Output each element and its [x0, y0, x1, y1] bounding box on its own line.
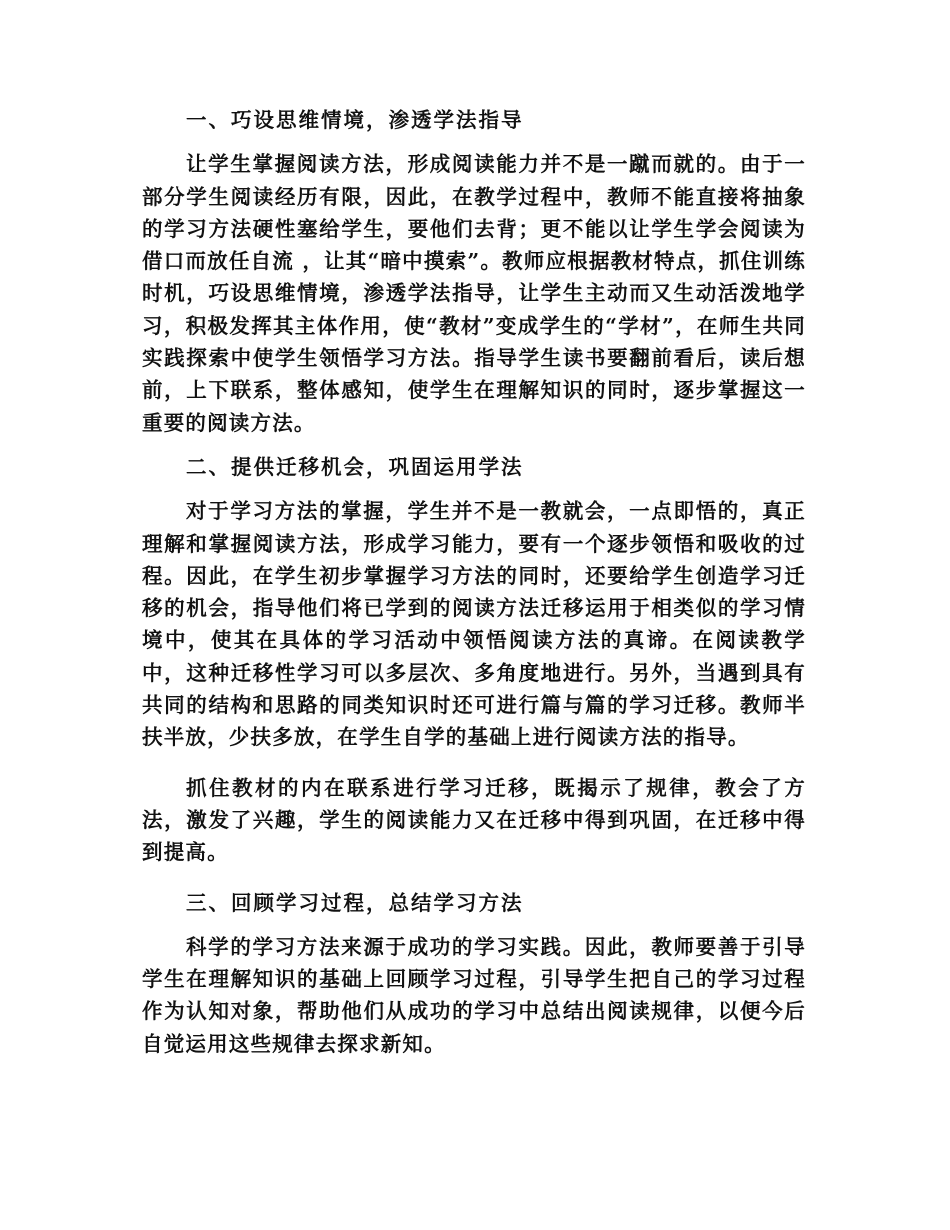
paragraph: 让学生掌握阅读方法，形成阅读能力并不是一蹴而就的。由于一部分学生阅读经历有限，因此，在教学过程中，教师不能直接将抽象的学习方法硬性塞给学生，要他们去背；更不能以让学生学会阅读为借口而放任自流 ，让其“暗中摸索”。教师应根据教材特点，抓住训练时机，巧设思维情境，渗透学法指导，让学生主动而又生动活泼地学习，积极发挥其主体作用，使“教材”变成学生的“学材”，在师生共同实践探索中使学生领悟学习方法。指导学生读书要翻前看后，读后想前，上下联系，整体感知，使学生在理解知识的同时，逐步掌握这一重要的阅读方法。 [142, 152, 806, 435]
section-heading: 一、巧设思维情境，渗透学法指导 [186, 108, 524, 132]
document-page [142, 104, 806, 1060]
paragraph: 科学的学习方法来源于成功的学习实践。因此，教师要善于引导学生在理解知识的基础上回顾学习过程，引导学生把自己的学习过程作为认知对象，帮助他们从成功的学习中总结出阅读规律，以便今后自觉运用这些规律去探求新知。 [142, 934, 806, 1056]
section-heading: 二、提供迁移机会，巩固运用学法 [186, 454, 524, 479]
paragraph: 对于学习方法的掌握，学生并不是一教就会，一点即悟的，真正理解和掌握阅读方法，形成学习能力，要有一个逐步领悟和吸收的过程。因此，在学生初步掌握学习方法的同时，还要给学生创造学习迁移的机会，指导他们将已学到的阅读方法迁移运用于相类似的学习情境中，使其在具体的学习活动中领悟阅读方法的真谛。在阅读教学中，这种迁移性学习可以多层次、多角度地进行。另外，当遇到具有共同的结构和思路的同类知识时还可进行篇与篇的学习迁移。教师半扶半放，少扶多放，在学生自学的基础上进行阅读方法的指导。 [142, 499, 806, 750]
section-heading: 三、回顾学习过程，总结学习方法 [186, 890, 524, 915]
paragraph: 抓住教材的内在联系进行学习迁移，既揭示了规律，教会了方法，激发了兴趣，学生的阅读能力又在迁移中得到巩固，在迁移中得到提高。 [142, 775, 806, 865]
